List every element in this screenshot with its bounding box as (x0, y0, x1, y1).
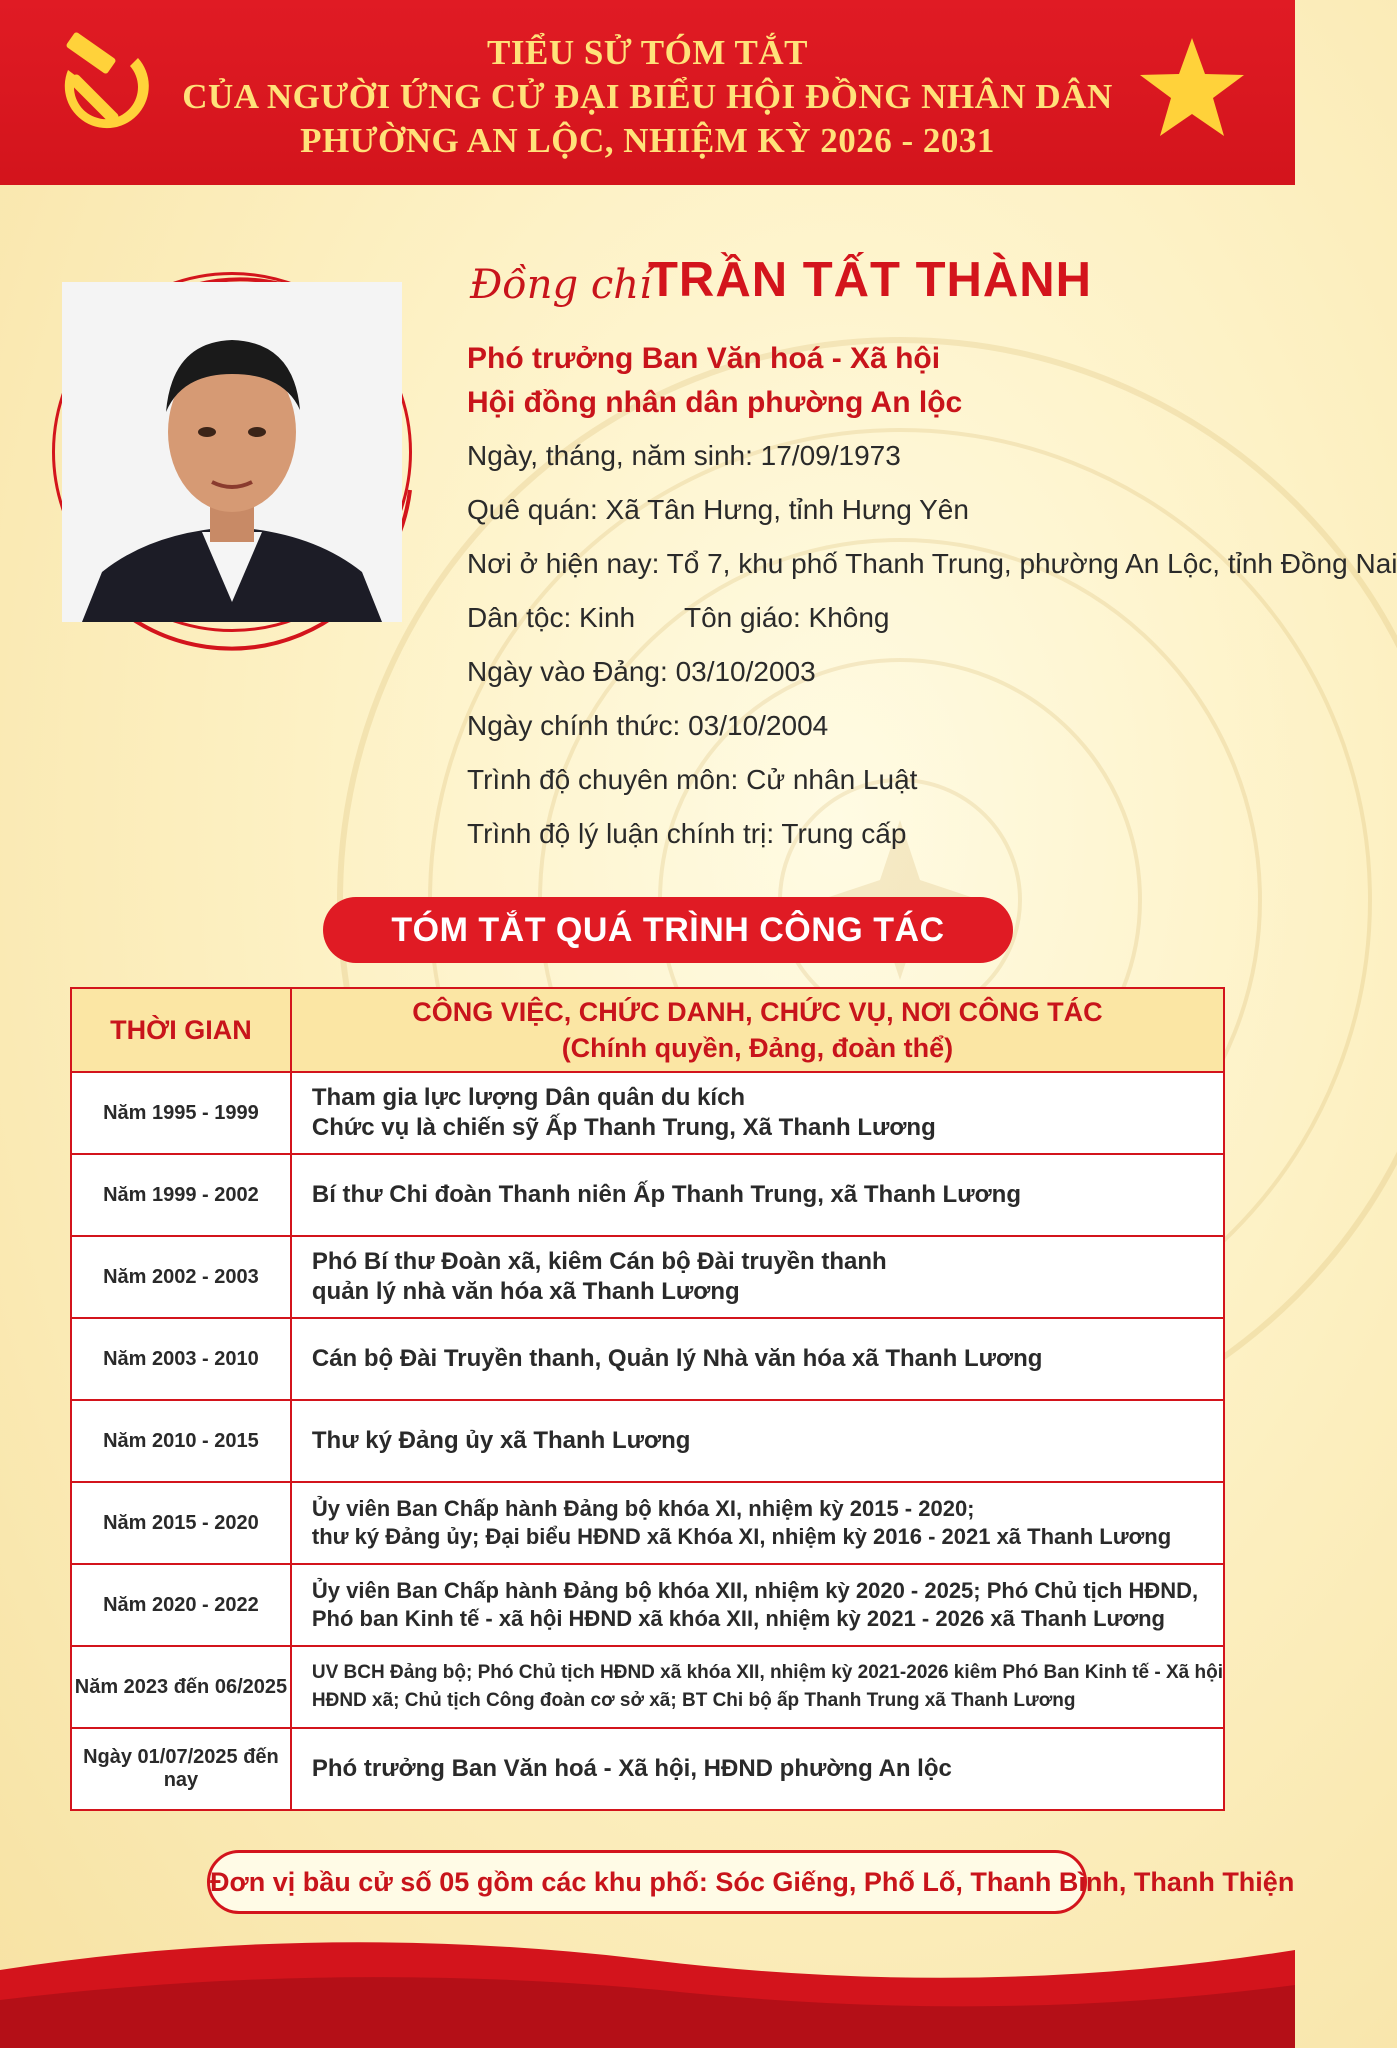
table-header-row (71, 988, 1224, 1072)
row-work (291, 1564, 1224, 1646)
religion: Tôn giáo: Không (684, 602, 890, 633)
table-row (71, 1318, 1224, 1400)
header-title-line1: TIỂU SỬ TÓM TẮT (487, 33, 808, 72)
ethnicity: Dân tộc: Kinh (467, 602, 636, 633)
table-row (71, 1072, 1224, 1154)
political-level: Trình độ lý luận chính trị: Trung cấp (467, 818, 907, 849)
column-header-work-line2: (Chính quyền, Đảng, đoàn thể) (561, 1033, 954, 1063)
work-history-table (70, 987, 1225, 1811)
constituency-note: Đơn vị bầu cử số 05 gồm các khu phố: Sóc Giếng, Phố Lố, Thanh Bình, Thanh Thiện (207, 1850, 1087, 1914)
row-time: Năm 2002 - 2003 (71, 1236, 291, 1318)
row-time: Năm 2003 - 2010 (71, 1318, 291, 1400)
work-history-title: TÓM TẮT QUÁ TRÌNH CÔNG TÁC (323, 897, 1013, 963)
row-time: Năm 2023 đến 06/2025 (71, 1646, 291, 1728)
row-work (291, 1646, 1224, 1728)
party-official-date: Ngày chính thức: 03/10/2004 (467, 710, 829, 741)
row-work-line: Tham gia lực lượng Dân quân du kích (311, 1084, 746, 1111)
role-line-2: Hội đồng nhân dân phường An lộc (467, 386, 963, 419)
table-row (71, 1400, 1224, 1482)
row-work-line: thư ký Đảng ủy; Đại biểu HĐND xã Khóa XI, nhiệm kỳ 2016 - 2021 xã Thanh Lương (311, 1524, 1172, 1549)
row-work-line: quản lý nhà văn hóa xã Thanh Lương (311, 1278, 740, 1305)
header-banner (0, 0, 1295, 185)
row-work (291, 1400, 1224, 1482)
table-row (71, 1728, 1224, 1810)
column-header-time: THỜI GIAN (71, 988, 291, 1072)
row-work-line: HĐND xã; Chủ tịch Công đoàn cơ sở xã; BT Chi bộ ấp Thanh Trung xã Thanh Lương (311, 1690, 1076, 1711)
table-row (71, 1154, 1224, 1236)
star-icon (1136, 34, 1248, 142)
table-row (71, 1564, 1224, 1646)
column-header-work-line1: CÔNG VIỆC, CHỨC DANH, CHỨC VỤ, NƠI CÔNG TÁC (412, 997, 1103, 1027)
education-level: Trình độ chuyên môn: Cử nhân Luật (467, 764, 918, 795)
row-time: Năm 2015 - 2020 (71, 1482, 291, 1564)
row-time: Ngày 01/07/2025 đến nay (71, 1728, 291, 1810)
party-join-date: Ngày vào Đảng: 03/10/2003 (467, 656, 816, 687)
row-time: Năm 2020 - 2022 (71, 1564, 291, 1646)
row-work (291, 1154, 1224, 1236)
row-work (291, 1072, 1224, 1154)
table-row (71, 1482, 1224, 1564)
header-title-line2: CỦA NGƯỜI ỨNG CỬ ĐẠI BIỂU HỘI ĐỒNG NHÂN DÂN (182, 77, 1113, 116)
row-work (291, 1236, 1224, 1318)
candidate-portrait (62, 282, 402, 622)
row-time: Năm 1995 - 1999 (71, 1072, 291, 1154)
hammer-sickle-icon (46, 30, 166, 145)
row-work (291, 1728, 1224, 1810)
candidate-name: TRẦN TẤT THÀNH (648, 253, 1093, 307)
bottom-red-wave (0, 1930, 1295, 2048)
header-title-line3: PHƯỜNG AN LỘC, NHIỆM KỲ 2026 - 2031 (300, 121, 995, 160)
table-row (71, 1236, 1224, 1318)
row-work-line: UV BCH Đảng bộ; Phó Chủ tịch HĐND xã khóa XII, nhiệm kỳ 2021-2026 kiêm Phó Ban Kinh tế - Xã hội (311, 1662, 1223, 1683)
residence: Nơi ở hiện nay: Tổ 7, khu phố Thanh Trung, phường An Lộc, tỉnh Đồng Nai (467, 548, 1397, 579)
row-work-line: Cán bộ Đài Truyền thanh, Quản lý Nhà văn hóa xã Thanh Lương (311, 1345, 1043, 1372)
row-work-line: Ủy viên Ban Chấp hành Đảng bộ khóa XI, nhiệm kỳ 2015 - 2020; (311, 1496, 975, 1521)
row-time: Năm 2010 - 2015 (71, 1400, 291, 1482)
row-time: Năm 1999 - 2002 (71, 1154, 291, 1236)
row-work-line: Chức vụ là chiến sỹ Ấp Thanh Trung, Xã Thanh Lương (311, 1114, 936, 1141)
row-work (291, 1482, 1224, 1564)
row-work-line: Phó ban Kinh tế - xã hội HĐND xã khóa XII, nhiệm kỳ 2021 - 2026 xã Thanh Lương (311, 1606, 1165, 1631)
row-work-line: Phó Bí thư Đoàn xã, kiêm Cán bộ Đài truyền thanh (311, 1248, 887, 1275)
table-row (71, 1646, 1224, 1728)
column-header-work (291, 988, 1224, 1072)
hometown: Quê quán: Xã Tân Hưng, tỉnh Hưng Yên (467, 494, 969, 525)
row-work (291, 1318, 1224, 1400)
row-work-line: Ủy viên Ban Chấp hành Đảng bộ khóa XII, nhiệm kỳ 2020 - 2025; Phó Chủ tịch HĐND, (311, 1578, 1199, 1603)
salutation: Đồng chí (470, 262, 652, 308)
row-work-line: Bí thư Chi đoàn Thanh niên Ấp Thanh Trung, xã Thanh Lương (311, 1181, 1021, 1208)
row-work-line: Phó trưởng Ban Văn hoá - Xã hội, HĐND phường An lộc (311, 1755, 952, 1782)
birth-date: Ngày, tháng, năm sinh: 17/09/1973 (467, 440, 901, 471)
role-line-1: Phó trưởng Ban Văn hoá - Xã hội (467, 342, 941, 375)
row-work-line: Thư ký Đảng ủy xã Thanh Lương (311, 1427, 691, 1454)
